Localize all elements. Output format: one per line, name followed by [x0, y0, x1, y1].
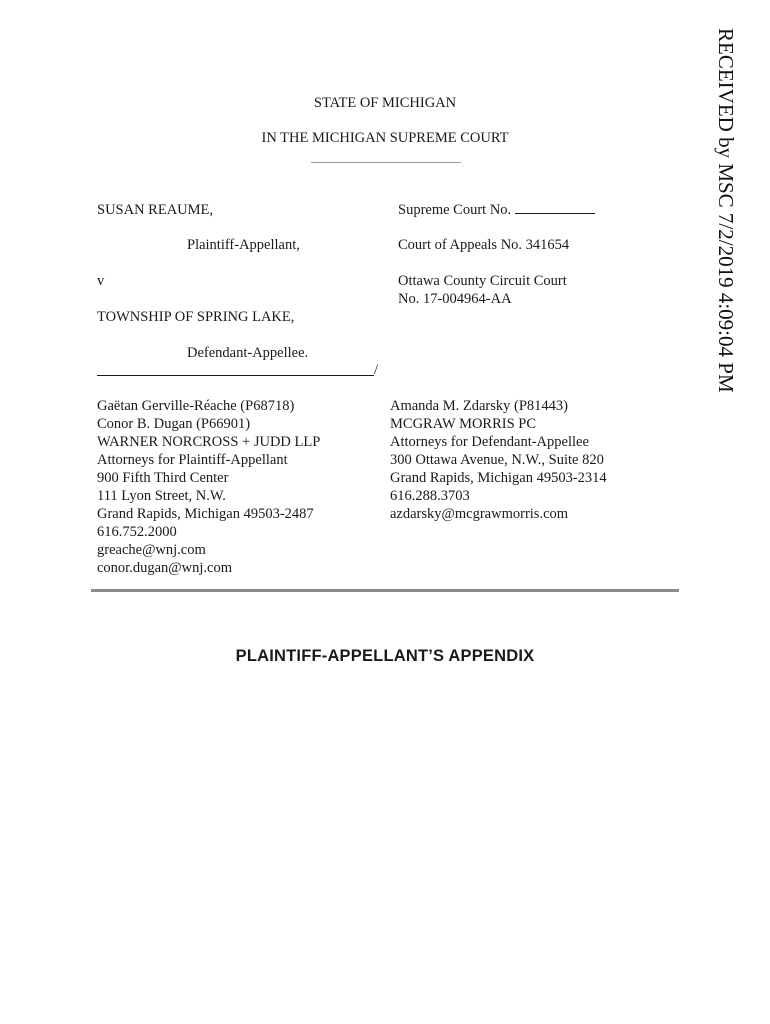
state-heading: STATE OF MICHIGAN: [313, 95, 457, 111]
supreme-court-number-blank: [515, 201, 595, 214]
plaintiff-counsel-line: 111 Lyon Street, N.W.: [97, 488, 226, 504]
plaintiff-name: SUSAN REAUME,: [97, 202, 214, 218]
received-stamp: RECEIVED by MSC 7/2/2019 4:09:04 PM: [714, 28, 738, 393]
circuit-court-line-1: Ottawa County Circuit Court: [398, 273, 567, 289]
plaintiff-counsel-email-1[interactable]: greache@wnj.com: [97, 542, 206, 558]
defendant-counsel-line: 300 Ottawa Avenue, N.W., Suite 820: [390, 452, 604, 468]
caption-rule: [97, 375, 374, 376]
supreme-court-number-label: Supreme Court No.: [398, 202, 512, 218]
court-of-appeals-number: Court of Appeals No. 341654: [398, 237, 570, 253]
circuit-court-line-2: No. 17-004964-AA: [398, 291, 512, 307]
section-separator: [91, 589, 679, 592]
plaintiff-counsel-line: WARNER NORCROSS + JUDD LLP: [97, 434, 321, 450]
plaintiff-counsel-line: Conor B. Dugan (P66901): [97, 416, 251, 432]
versus-text: v: [97, 273, 105, 289]
plaintiff-counsel-line: Grand Rapids, Michigan 49503-2487: [97, 506, 314, 522]
defendant-counsel-line: Grand Rapids, Michigan 49503-2314: [390, 470, 607, 486]
plaintiff-counsel-line: 900 Fifth Third Center: [97, 470, 229, 486]
defendant-name: TOWNSHIP OF SPRING LAKE,: [97, 309, 295, 325]
defendant-counsel-block: [390, 397, 607, 523]
supreme-court-number: [398, 201, 595, 219]
plaintiff-counsel-line: 616.752.2000: [97, 524, 177, 540]
defendant-counsel-email[interactable]: azdarsky@mcgrawmorris.com: [390, 506, 569, 522]
court-heading: IN THE MICHIGAN SUPREME COURT: [261, 130, 509, 146]
defendant-counsel-line: Amanda M. Zdarsky (P81443): [390, 398, 569, 414]
caption-slash: /: [374, 362, 379, 378]
document-title: PLAINTIFF-APPELLANT’S APPENDIX: [235, 647, 535, 665]
plaintiff-role: Plaintiff-Appellant,: [187, 237, 300, 253]
plaintiff-counsel-line: Gaëtan Gerville-Réache (P68718): [97, 398, 295, 414]
heading-rule: [311, 162, 461, 163]
defendant-role: Defendant-Appellee.: [187, 345, 309, 361]
plaintiff-counsel-email-2[interactable]: conor.dugan@wnj.com: [97, 560, 232, 576]
defendant-counsel-line: MCGRAW MORRIS PC: [390, 416, 537, 432]
defendant-counsel-line: 616.288.3703: [390, 488, 470, 504]
plaintiff-counsel-block: [97, 397, 320, 577]
plaintiff-counsel-line: Attorneys for Plaintiff-Appellant: [97, 452, 288, 468]
defendant-counsel-line: Attorneys for Defendant-Appellee: [390, 434, 589, 450]
